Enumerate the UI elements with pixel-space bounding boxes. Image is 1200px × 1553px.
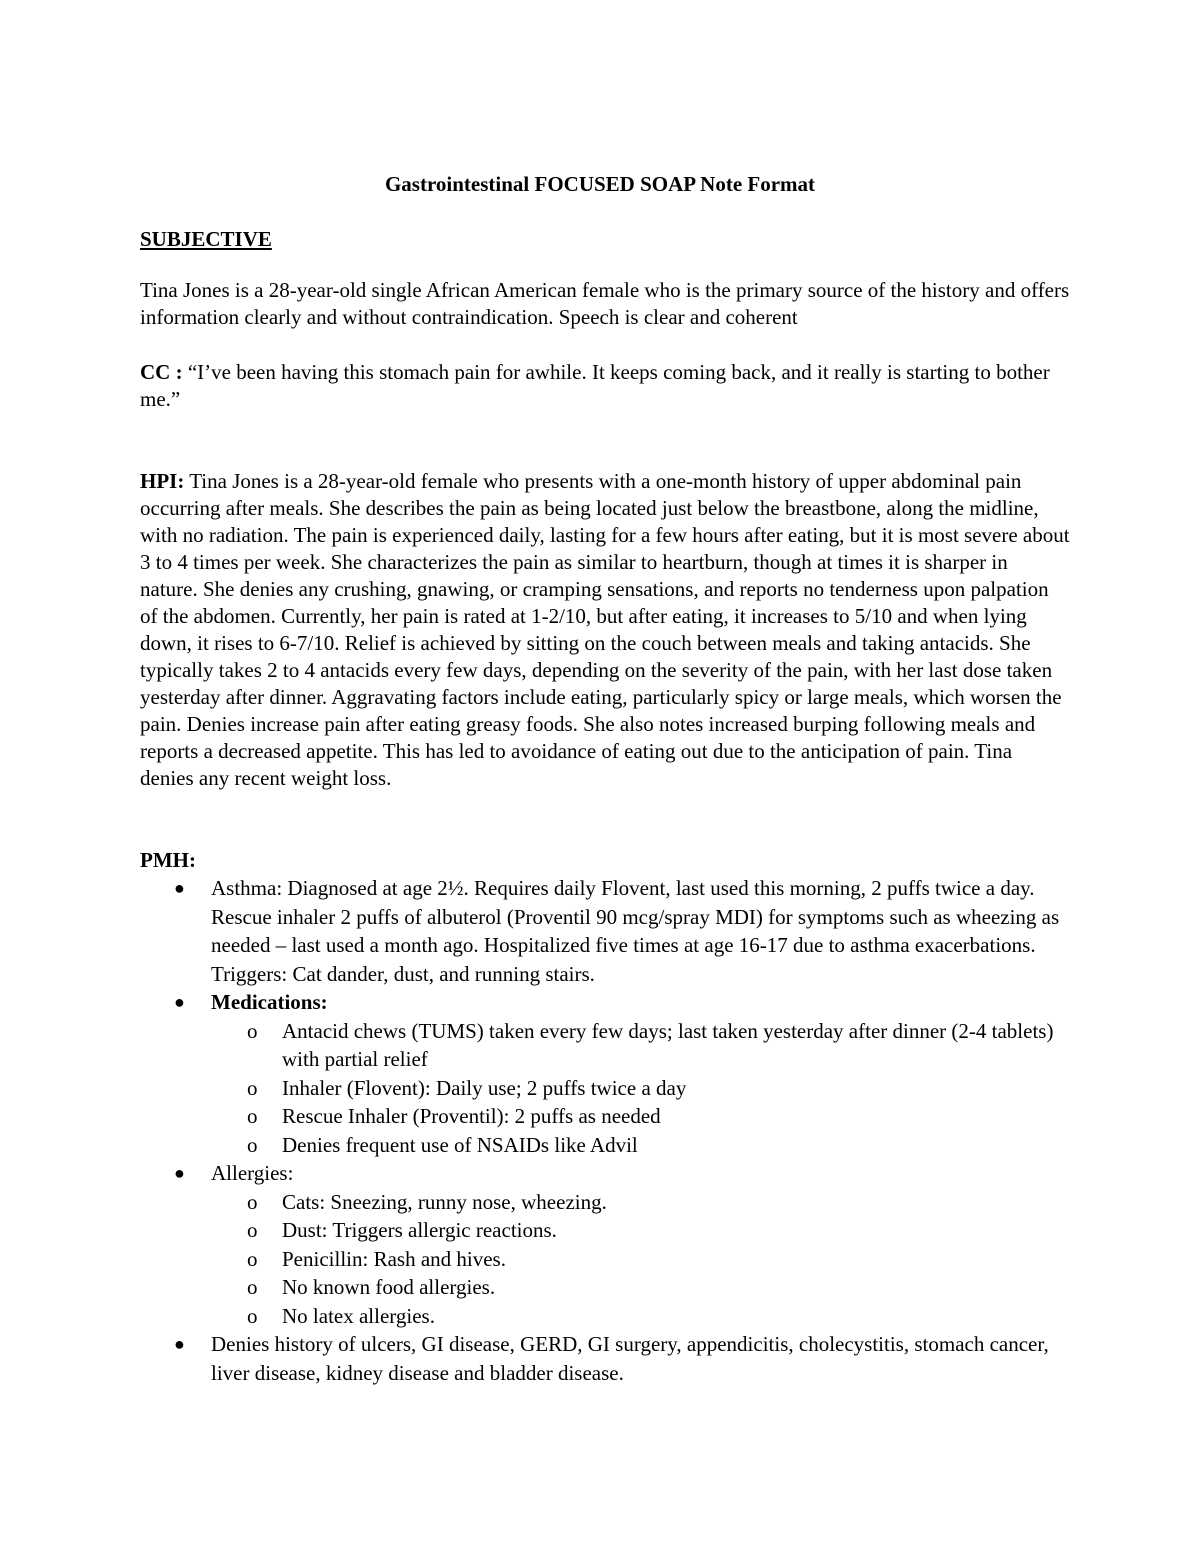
- list-item: o Denies frequent use of NSAIDs like Advil: [211, 1131, 1070, 1160]
- list-item: o Dust: Triggers allergic reactions.: [211, 1216, 1070, 1245]
- sub-bullet-icon: o: [247, 1189, 258, 1214]
- list-item: o No known food allergies.: [211, 1273, 1070, 1302]
- sub-bullet-icon: o: [247, 1018, 258, 1043]
- list-item: o No latex allergies.: [211, 1302, 1070, 1331]
- sub-bullet-icon: o: [247, 1246, 258, 1271]
- hpi-text: Tina Jones is a 28-year-old female who presents with a one-month history of upper abdominal pain occurring after meals. She describes the pain as being located just below the breastbone, along the midline, with no radiation. The pain is experienced daily, lasting for a few hours after eating, but it is most severe about 3 to 4 times per week. She characterizes the pain as similar to heartburn, though at times it is sharper in nature. She denies any crushing, gnawing, or cramping sensations, and reports no tenderness upon palpation of the abdomen. Currently, her pain is rated at 1-2/10, but after eating, it increases to 5/10 and when lying down, it rises to 6-7/10. Relief is achieved by sitting on the couch between meals and taking antacids. She typically takes 2 to 4 antacids every few days, depending on the severity of the pain, with her last dose taken yesterday after dinner. Aggravating factors include eating, particularly spicy or large meals, which worsen the pain. Denies increase pain after eating greasy foods. She also notes increased burping following meals and reports a decreased appetite. This has led to avoidance of eating out due to the anticipation of pain. Tina denies any recent weight loss.: [140, 469, 1070, 790]
- allergies-list: [211, 1188, 1070, 1331]
- sub-bullet-icon: o: [247, 1275, 258, 1299]
- list-item: o Inhaler (Flovent): Daily use; 2 puffs twice a day: [211, 1074, 1070, 1103]
- bullet-icon: ●: [174, 878, 185, 898]
- chief-complaint: [140, 359, 1070, 413]
- pmh-item-allergies: [140, 1159, 1070, 1330]
- intro-paragraph: Tina Jones is a 28-year-old single African American female who is the primary source of the history and offers information clearly and without contraindication. Speech is clear and coherent: [140, 278, 1070, 329]
- pmh-heading: PMH:: [140, 848, 196, 872]
- sub-bullet-icon: o: [247, 1075, 258, 1100]
- hpi-paragraph: [140, 468, 1070, 792]
- list-item: o Rescue Inhaler (Proventil): 2 puffs as needed: [211, 1102, 1070, 1131]
- document-title: Gastrointestinal FOCUSED SOAP Note Format: [384, 172, 816, 196]
- medications-label: Medications:: [211, 990, 328, 1014]
- medications-list: [211, 1017, 1070, 1160]
- pmh-list: [140, 874, 1070, 1387]
- subjective-heading: SUBJECTIVE: [140, 227, 272, 251]
- cc-label: CC :: [140, 360, 183, 384]
- allergies-label: Allergies:: [211, 1161, 294, 1185]
- pmh-item-denies: [140, 1330, 1070, 1387]
- sub-bullet-icon: o: [247, 1218, 258, 1242]
- cc-text: “I’ve been having this stomach pain for awhile. It keeps coming back, and it really is starting to bother me.”: [140, 360, 1050, 411]
- sub-bullet-icon: o: [247, 1132, 258, 1157]
- bullet-icon: ●: [174, 1163, 185, 1183]
- list-item: o Antacid chews (TUMS) taken every few days; last taken yesterday after dinner (2-4 tablets) with partial relief: [247, 1018, 1054, 1071]
- bullet-icon: ●: [174, 1334, 185, 1354]
- sub-bullet-icon: o: [247, 1104, 258, 1128]
- denies-text: Denies history of ulcers, GI disease, GERD, GI surgery, appendicitis, cholecystitis, stomach cancer, liver disease, kidney disease and bladder disease.: [211, 1332, 1049, 1385]
- list-item: o Penicillin: Rash and hives.: [211, 1245, 1070, 1274]
- pmh-item-medications: [140, 988, 1070, 1159]
- asthma-text: Asthma: Diagnosed at age 2½. Requires daily Flovent, last used this morning, 2 puffs twice a day. Rescue inhaler 2 puffs of albuterol (Proventil 90 mcg/spray MDI) for symptoms such as wheezing as needed – last used a month ago. Hospitalized five times at age 16-17 due to asthma exacerbations. Triggers: Cat dander, dust, and running stairs.: [211, 876, 1060, 986]
- hpi-label: HPI:: [140, 469, 185, 493]
- sub-bullet-icon: o: [247, 1303, 258, 1328]
- list-item: o Cats: Sneezing, runny nose, wheezing.: [211, 1188, 1070, 1217]
- bullet-icon: ●: [174, 992, 185, 1012]
- pmh-item-asthma: [140, 874, 1070, 988]
